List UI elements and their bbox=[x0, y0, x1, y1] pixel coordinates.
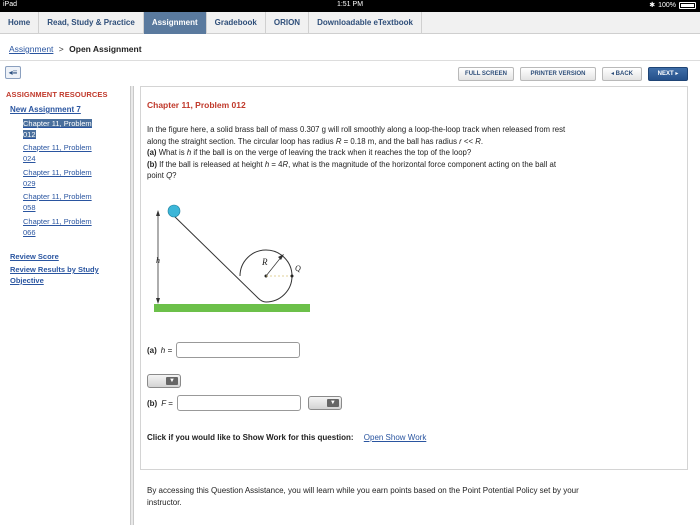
answer-a-units-select[interactable] bbox=[147, 374, 181, 388]
sidebar-item-number: 029 bbox=[23, 179, 36, 188]
loop-the-loop-figure bbox=[150, 196, 320, 318]
tab-assignment[interactable]: Assignment bbox=[144, 12, 207, 34]
problem-title: Chapter 11, Problem 012 bbox=[147, 100, 246, 110]
resources-title: ASSIGNMENT RESOURCES bbox=[6, 90, 108, 99]
battery-icon bbox=[679, 2, 696, 9]
breadcrumb-assignment-link[interactable]: Assignment bbox=[9, 44, 54, 54]
tab-orion[interactable]: ORION bbox=[266, 12, 309, 34]
sidebar-splitter[interactable] bbox=[130, 86, 134, 525]
height-arrow-top bbox=[156, 210, 160, 216]
sidebar-item-number: 024 bbox=[23, 154, 36, 163]
sidebar-item-label: Chapter 11, Problem bbox=[23, 119, 92, 128]
question-b-text: point bbox=[147, 171, 167, 180]
answer-b-var: F = bbox=[161, 398, 173, 408]
answer-a-units-row bbox=[147, 374, 181, 388]
question-b-text: = 4 bbox=[269, 159, 283, 169]
answer-b-input[interactable] bbox=[177, 395, 301, 411]
height-arrow-bottom bbox=[156, 298, 160, 304]
problem-intro-text: = 0.18 m, and the ball has radius bbox=[341, 136, 460, 146]
var-Q: Q bbox=[166, 171, 173, 180]
brass-ball bbox=[168, 205, 180, 217]
sidebar-item-label: Chapter 11, Problem bbox=[23, 217, 92, 226]
question-a-text: What is bbox=[156, 148, 187, 157]
open-show-work-link[interactable]: Open Show Work bbox=[363, 433, 427, 442]
back-button[interactable]: ◂ BACK bbox=[602, 67, 642, 81]
toolbar bbox=[0, 64, 700, 84]
clock: 1:51 PM bbox=[336, 1, 364, 8]
review-score-link[interactable]: Review Score bbox=[10, 252, 59, 261]
next-button[interactable]: NEXT ▸ bbox=[648, 67, 688, 81]
sidebar-item-label: Chapter 11, Problem bbox=[23, 192, 92, 201]
collapse-sidebar-icon[interactable]: ◂≡ bbox=[5, 66, 21, 79]
sidebar-item-problem-066[interactable] bbox=[23, 216, 123, 238]
chevron-down-icon: ▼ bbox=[166, 377, 178, 385]
sidebar-item-problem-058[interactable] bbox=[23, 191, 123, 213]
tab-read-study-practice[interactable]: Read, Study & Practice bbox=[39, 12, 144, 34]
problem-text bbox=[147, 124, 683, 182]
assignment-resources-sidebar bbox=[0, 86, 130, 525]
printer-version-button[interactable]: PRINTER VERSION bbox=[520, 67, 596, 81]
radius-line bbox=[266, 256, 282, 276]
problem-intro-text: . bbox=[480, 136, 484, 146]
question-a-text: if the ball is on the verge of leaving the track when it reaches the top of the loop? bbox=[191, 148, 472, 157]
question-b-label: (b) bbox=[147, 159, 157, 169]
assignment-title-link[interactable]: New Assignment 7 bbox=[10, 105, 81, 114]
question-b-text: If the ball is released at height bbox=[156, 159, 265, 169]
sidebar-item-number: 012 bbox=[23, 130, 36, 139]
device-label: iPad bbox=[3, 1, 18, 8]
note-line1: By accessing this Question Assistance, you will learn while you earn points based on the Point Potential Policy set by your bbox=[147, 486, 579, 495]
var-h: h bbox=[186, 148, 192, 157]
breadcrumb-separator: > bbox=[58, 44, 64, 54]
status-bar bbox=[0, 0, 700, 12]
problem-intro-line2: along the straight section. The circular loop has radius bbox=[147, 136, 336, 146]
label-R: R bbox=[262, 257, 268, 267]
full-screen-button[interactable]: FULL SCREEN bbox=[458, 67, 514, 81]
chevron-down-icon: ▼ bbox=[327, 399, 339, 407]
var-R: R bbox=[475, 136, 481, 146]
answer-b-row bbox=[147, 395, 342, 411]
breadcrumb-current: Open Assignment bbox=[69, 44, 142, 54]
review-results-line1: Review Results by Study bbox=[10, 265, 99, 274]
sidebar-item-number: 066 bbox=[23, 228, 36, 237]
ground-bar bbox=[154, 304, 310, 312]
problem-intro-text: << bbox=[461, 136, 476, 146]
sidebar-item-label: Chapter 11, Problem bbox=[23, 168, 92, 177]
divider bbox=[0, 60, 700, 61]
problem-intro-line1: In the figure here, a solid brass ball of mass 0.307 g will roll smoothly along a loop-the-loop track when released from rest bbox=[147, 125, 566, 134]
track bbox=[172, 214, 292, 302]
bluetooth-icon: ✱ bbox=[649, 2, 656, 9]
battery-indicator bbox=[649, 1, 696, 9]
label-h: h bbox=[156, 256, 160, 265]
point-q bbox=[291, 275, 294, 278]
var-r: r bbox=[459, 136, 462, 146]
sidebar-item-problem-029[interactable] bbox=[23, 167, 123, 189]
show-work-row bbox=[147, 433, 426, 442]
question-b-text: ? bbox=[172, 171, 177, 180]
question-a-label: (a) bbox=[147, 148, 157, 157]
note-line2: instructor. bbox=[147, 497, 182, 507]
sidebar-item-label: Chapter 11, Problem bbox=[23, 143, 92, 152]
breadcrumb bbox=[9, 44, 142, 54]
var-R: R bbox=[335, 136, 342, 146]
answer-b-units-select[interactable] bbox=[308, 396, 342, 410]
review-results-line2: Objective bbox=[10, 276, 44, 285]
answer-a-var: h = bbox=[160, 345, 173, 355]
answer-b-label: (b) bbox=[147, 398, 158, 408]
show-work-label: Click if you would like to Show Work for this question: bbox=[147, 433, 354, 442]
top-nav bbox=[0, 12, 700, 34]
label-Q: Q bbox=[295, 264, 301, 273]
sidebar-item-problem-012[interactable] bbox=[23, 118, 123, 140]
answer-a-label: (a) bbox=[147, 345, 157, 355]
tab-gradebook[interactable]: Gradebook bbox=[207, 12, 266, 34]
var-h: h bbox=[264, 159, 270, 169]
answer-a-row bbox=[147, 342, 300, 358]
answer-a-input[interactable] bbox=[176, 342, 300, 358]
question-assistance-note bbox=[147, 485, 687, 508]
sidebar-item-number: 058 bbox=[23, 203, 36, 212]
question-b-text: , what is the magnitude of the horizontal force component acting on the ball at bbox=[288, 159, 556, 169]
tab-downloadable-etextbook[interactable]: Downloadable eTextbook bbox=[309, 12, 422, 34]
battery-percent: 100% bbox=[658, 1, 676, 9]
tab-home[interactable]: Home bbox=[0, 12, 39, 34]
review-results-link[interactable] bbox=[10, 264, 99, 286]
var-R: R bbox=[282, 159, 289, 169]
sidebar-item-problem-024[interactable] bbox=[23, 142, 123, 164]
